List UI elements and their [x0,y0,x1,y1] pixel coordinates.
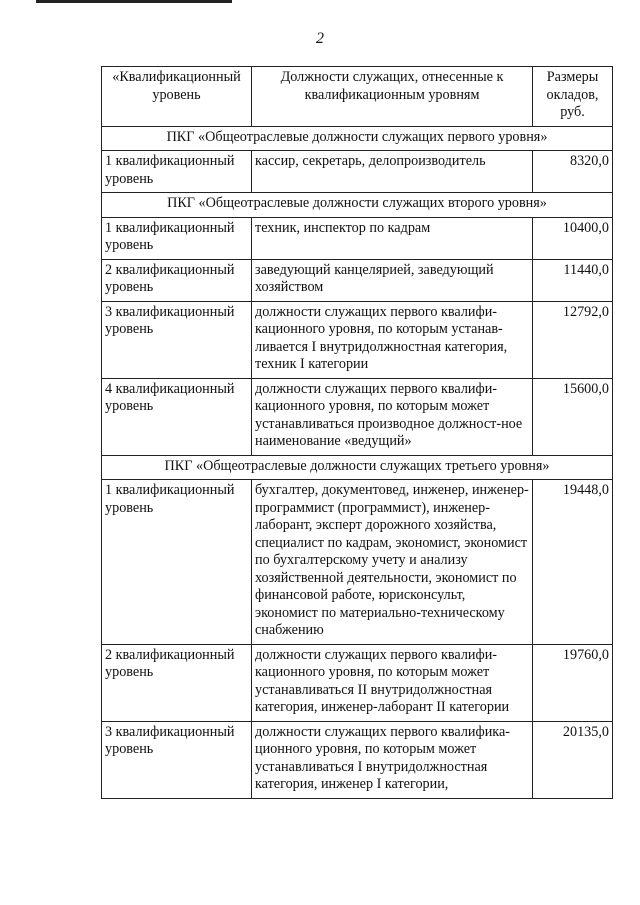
positions-cell: заведующий канцелярией, заведующий хозяйством [252,259,533,301]
positions-cell: кассир, секретарь, делопроизводитель [252,151,533,193]
salary-cell: 11440,0 [533,259,613,301]
salary-cell: 15600,0 [533,378,613,455]
level-cell: 2 квалификационный уровень [102,644,252,721]
table-row [102,217,613,259]
top-scan-line [36,0,232,3]
header-row [102,67,613,127]
table-row [102,301,613,378]
positions-cell: техник, инспектор по кадрам [252,217,533,259]
group-row [102,455,613,480]
level-cell: 1 квалификационный уровень [102,480,252,645]
group-title: ПКГ «Общеотраслевые должности служащих второго уровня» [102,193,613,218]
positions-cell: должности служащих первого квалифика-ционного уровня, по которым может устанавливаться I внутридолжностная категория, инженер I категории, [252,721,533,798]
table-row [102,259,613,301]
salary-table-body [102,67,613,799]
level-cell: 3 квалификационный уровень [102,301,252,378]
salary-cell: 20135,0 [533,721,613,798]
level-cell: 2 квалификационный уровень [102,259,252,301]
header-positions: Должности служащих, отнесенные к квалификационным уровням [252,67,533,127]
salary-cell: 19760,0 [533,644,613,721]
level-cell: 1 квалификационный уровень [102,151,252,193]
header-level: «Квалификационный уровень [102,67,252,127]
group-title: ПКГ «Общеотраслевые должности служащих первого уровня» [102,126,613,151]
table-row [102,378,613,455]
level-cell: 4 квалификационный уровень [102,378,252,455]
level-cell: 1 квалификационный уровень [102,217,252,259]
salary-cell: 8320,0 [533,151,613,193]
positions-cell: должности служащих первого квалифи-кационного уровня, по которым может устанавливаться II внутридолжностная категория, инженер-лаборант II категории [252,644,533,721]
group-row [102,193,613,218]
page-number: 2 [316,30,324,47]
table-row [102,151,613,193]
table-row [102,721,613,798]
group-row [102,126,613,151]
table-row [102,644,613,721]
level-cell: 3 квалификационный уровень [102,721,252,798]
header-salary: Размеры окладов, руб. [533,67,613,127]
group-title: ПКГ «Общеотраслевые должности служащих третьего уровня» [102,455,613,480]
table-row [102,480,613,645]
positions-cell: должности служащих первого квалифи-кационного уровня, по которым может устанавливаться производное должност-ное наименование «ведущий» [252,378,533,455]
salary-cell: 12792,0 [533,301,613,378]
positions-cell: должности служащих первого квалифи-кационного уровня, по которым устанав-ливается I внутридолжностная категория, техник I категории [252,301,533,378]
positions-cell: бухгалтер, документовед, инженер, инженер-программист (программист), инженер-лаборант, эксперт дорожного хозяйства, специалист по кадрам, экономист, экономист по бухгалтерскому учету и анализу хозяйственной деятельности, экономист по финансовой работе, юрисконсульт, экономист по материально-техническому снабжению [252,480,533,645]
salary-cell: 19448,0 [533,480,613,645]
salary-cell: 10400,0 [533,217,613,259]
salary-table [101,66,613,799]
